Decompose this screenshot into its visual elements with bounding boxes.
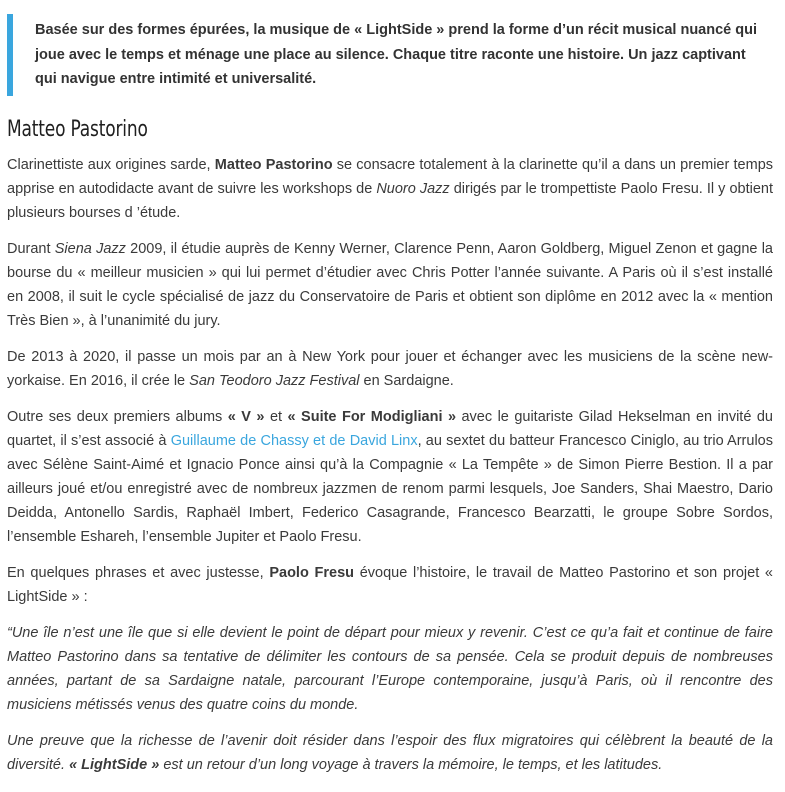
p4-album-modigliani: « Suite For Modigliani » [287, 409, 457, 425]
p3-text-a: De 2013 à 2020, il passe un mois par an à New York pour jouer et échanger avec les musiciens de la scène new-yorkaise. En 2016, il crée le [7, 349, 773, 389]
p1-artist-name: Matteo Pastorino [214, 157, 333, 173]
p7-text-a: Une preuve que la richesse de l’avenir doit résider dans l’espoir des flux migratoires qui célèbrent la beauté de la diversité. [7, 733, 773, 773]
p1-text-c: se consacre totalement à la clarinette qu’il a dans un premier temps apprise en autodidacte avant de suivre les workshops de [7, 157, 774, 197]
p1-nuoro-jazz: Nuoro Jazz [376, 181, 450, 197]
p3-festival-name: San Teodoro Jazz Festival [189, 373, 360, 389]
p4-text-e: avec le guitariste Gilad Hekselman en invité du quartet, il s’est associé à [7, 409, 773, 449]
paragraph-1 [7, 153, 773, 225]
paragraph-7-quote [7, 729, 773, 777]
p1-text-a: Clarinettiste aux origines sarde, [7, 157, 215, 173]
paragraph-4 [7, 405, 773, 549]
p2-text-c: 2009, il étudie auprès de Kenny Werner, Clarence Penn, Aaron Goldberg, Miguel Zenon et gagne la bourse du « meilleur musicien » qui lui permet d’étudier avec Chris Potter l’année suivante. A Paris où il s’est installé en 2008, il suit le cycle spécialisé de jazz du Conservatoire de Paris et obtient son diplôme en 2012 avec la « mention Très Bien », à l’unanimité du jury. [7, 241, 773, 329]
paragraph-2 [7, 237, 773, 333]
section-heading: Matteo Pastorino [7, 117, 148, 142]
paragraph-5 [7, 561, 773, 609]
p7-lightside: « LightSide » [69, 757, 160, 773]
p4-text-f: , au sextet du batteur Francesco Ciniglo, au trio Arrulos avec Sélène Saint-Aimé et Ignacio Ponce ainsi qu’à la Compagnie « La Tempête » de Simon Pierre Bestion. Il a par ailleurs joué et/ou enregistré avec de nombreux jazzmen de renom parmi lesquels, Joe Sanders, Shai Maestro, Dario Deidda, Antonello Sardis, Raphaël Imbert, Federico Casagrande, Francesco Bearzatti, le groupe Sobre Sordos, l’ensemble Eshareh, l’ensemble Jupiter et Paolo Fresu. [7, 433, 773, 545]
intro-blockquote [7, 14, 767, 96]
p4-album-v: « V » [227, 409, 265, 425]
p3-text-c: en Sardaigne. [359, 373, 454, 389]
p5-paolo-fresu: Paolo Fresu [269, 565, 354, 581]
p1-text-e: dirigés par le trompettiste Paolo Fresu. Il y obtient plusieurs bourses d ’étude. [7, 181, 773, 221]
paragraph-6-quote: “Une île n’est une île que si elle devient le point de départ pour mieux y revenir. C’est ce qu’a fait et continue de faire Matteo Pastorino dans sa tentative de délimiter les contours de sa pensée. Cela se produit depuis de nombreuses années, partant de sa Sardaigne natale, parcourant l’Europe contemporaine, jusqu’à Paris, où il rencontre des musiciens métissés venus des quatre coins du monde. [7, 625, 773, 713]
intro-quote-text: Basée sur des formes épurées, la musique de « LightSide » prend la forme d’un récit musical nuancé qui joue avec le temps et ménage une place au silence. Chaque titre raconte une histoire. Un jazz captivant qui navigue entre intimité et universalité. [35, 22, 757, 87]
p5-text-c: évoque l’histoire, le travail de Matteo Pastorino et son projet « LightSide » : [7, 565, 773, 605]
p4-text-c: et [264, 409, 288, 425]
p2-text-a: Durant [7, 241, 55, 257]
chassy-linx-link[interactable]: Guillaume de Chassy et de David Linx [170, 433, 418, 449]
p4-text-a: Outre ses deux premiers albums [7, 409, 228, 425]
p7-text-c: est un retour d’un long voyage à travers la mémoire, le temps, et les latitudes. [159, 757, 663, 773]
p2-siena-jazz: Siena Jazz [54, 241, 126, 257]
paragraph-3 [7, 345, 773, 393]
article-body [7, 153, 773, 789]
p5-text-a: En quelques phrases et avec justesse, [7, 565, 270, 581]
